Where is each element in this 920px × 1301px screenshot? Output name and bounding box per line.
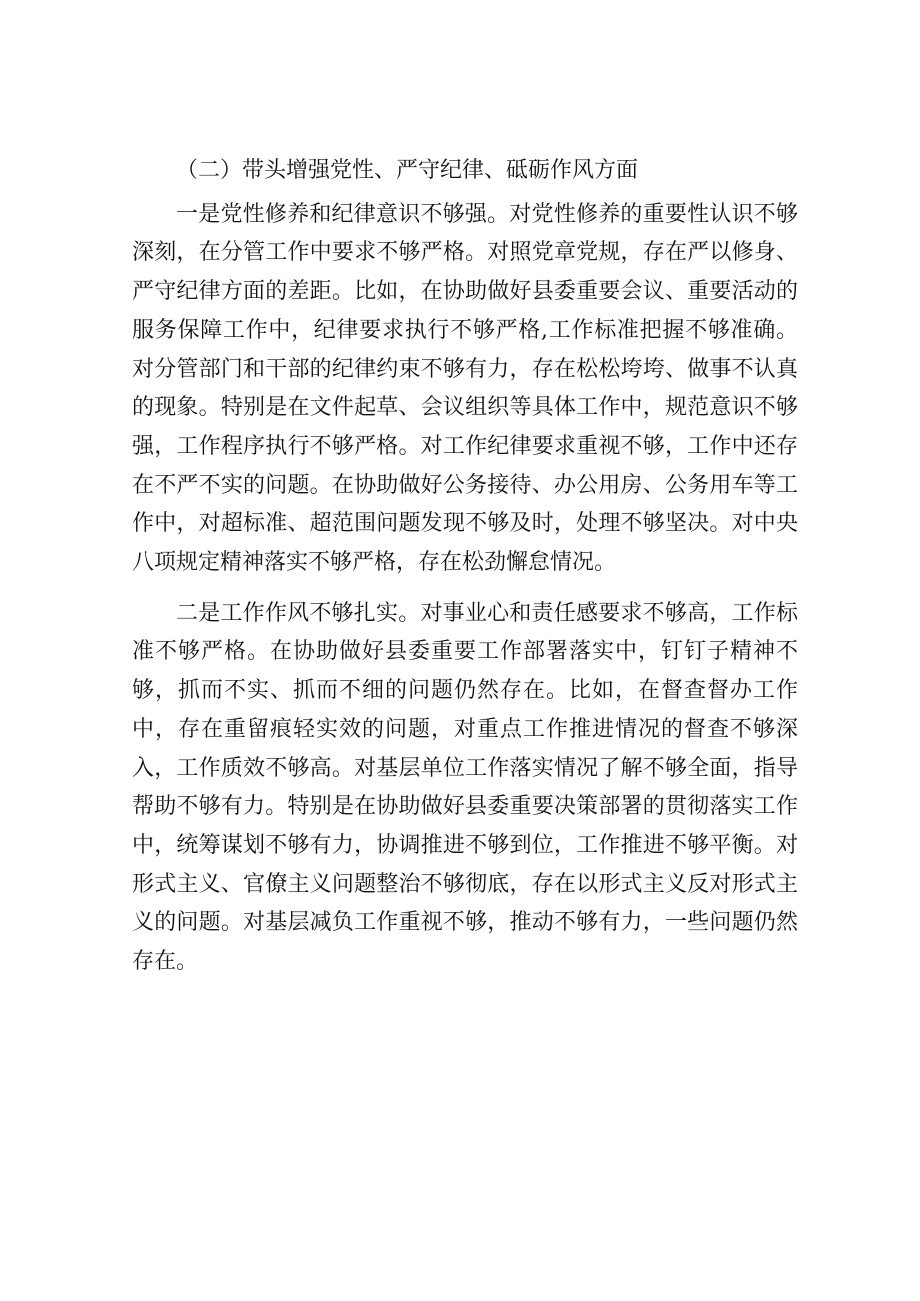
section-heading: （二）带头增强党性、严守纪律、砥砺作风方面 xyxy=(176,158,639,183)
document-body xyxy=(132,152,798,982)
paragraph-work-style: 二是工作作风不够扎实。对事业心和责任感要求不够高，工作标准不够严格。在协助做好县委重要工作部署落实中，钉钉子精神不够，抓而不实、抓而不细的问题仍然存在。比如，在督查督办工作中，存在重留痕轻实效的问题，对重点工作推进情况的督查不够深入，工作质效不够高。对基层单位工作落实情况了解不够全面，指导帮助不够有力。特别是在协助做好县委重要决策部署的贯彻落实工作中，统筹谋划不够有力，协调推进不够到位，工作推进不够平衡。对形式主义、官僚主义问题整治不够彻底，存在以形式主义反对形式主义的问题。对基层减负工作重视不够，推动不够有力，一些问题仍然存在。 xyxy=(132,600,798,975)
paragraph-party-discipline: 一是党性修养和纪律意识不够强。对党性修养的重要性认识不够深刻，在分管工作中要求不够严格。对照党章党规，存在严以修身、严守纪律方面的差距。比如，在协助做好县委重要会议、重要活动的服务保障工作中，纪律要求执行不够严格,工作标准把握不够准确。对分管部门和干部的纪律约束不够有力，存在松松垮垮、做事不认真的现象。特别是在文件起草、会议组织等具体工作中，规范意识不够强，工作程序执行不够严格。对工作纪律要求重视不够，工作中还存在不严不实的问题。在协助做好公务接待、办公用房、公务用车等工作中，对超标准、超范围问题发现不够及时，处理不够坚决。对中央八项规定精神落实不够严格，存在松劲懈怠情况。 xyxy=(132,201,798,576)
